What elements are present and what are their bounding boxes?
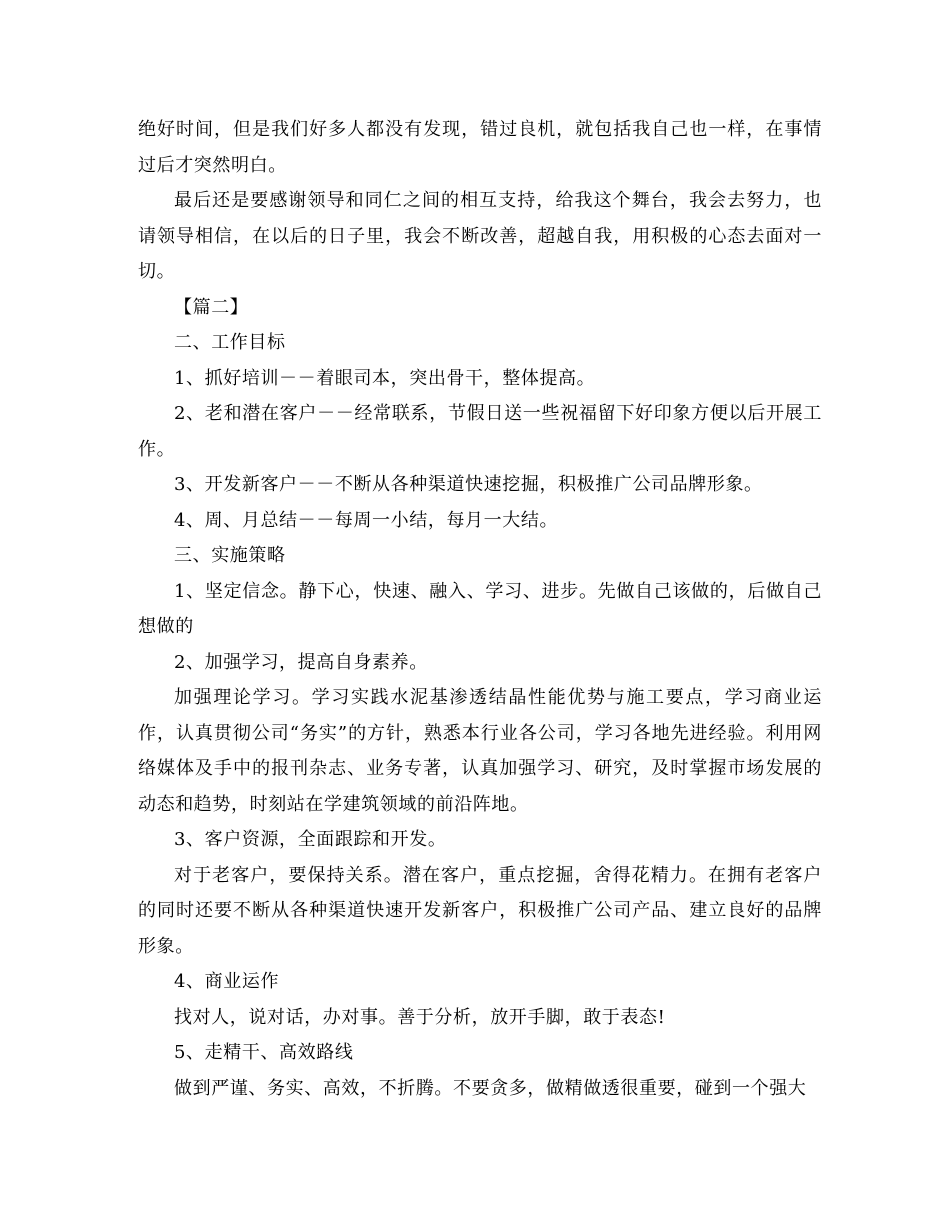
paragraph-9: 三、实施策略: [174, 545, 286, 566]
paragraph-8: 4、周、月总结－－每周一小结，每月一大结。: [174, 509, 559, 531]
paragraph-10: 1、坚定信念。静下心，快速、融入、学习、进步。先做自己该做的，后做自己想做的: [138, 580, 822, 637]
paragraph-3: 【篇二】: [174, 296, 249, 318]
paragraph-2: 最后还是要感谢领导和同仁之间的相互支持，给我这个舞台，我会去努力，也请领导相信，在以后的日子里，我会不断改善，超越自我，用积极的心态去面对一切。: [138, 190, 822, 282]
paragraph-16: 找对人，说对话，办对事。善于分析，放开手脚，敢于表态!: [174, 1006, 666, 1028]
paragraph-18: 做到严谨、务实、高效，不折腾。不要贪多，做精做透很重要，碰到一个强大: [174, 1077, 807, 1099]
paragraph-14: 对于老客户，要保持关系。潜在客户，重点挖掘，舍得花精力。在拥有老客户的同时还要不断从各种渠道快速开发新客户，积极推广公司产品、建立良好的品牌形象。: [138, 864, 822, 957]
paragraph-4: 二、工作目标: [174, 332, 286, 353]
paragraph-11: 2、加强学习，提高自身素养。: [174, 651, 428, 673]
paragraph-7: 3、开发新客户－－不断从各种渠道快速挖掘，积极推广公司品牌形象。: [174, 474, 763, 495]
document-body: [138, 112, 822, 1106]
paragraph-5: 1、抓好培训－－着眼司本，突出骨干，整体提高。: [174, 367, 596, 389]
paragraph-15: 4、商业运作: [174, 971, 280, 992]
paragraph-1: 绝好时间，但是我们好多人都没有发现，错过良机，就包括我自己也一样，在事情过后才突然明白。: [138, 119, 822, 176]
paragraph-6: 2、老和潜在客户－－经常联系，节假日送一些祝福留下好印象方便以后开展工作。: [138, 403, 822, 460]
paragraph-12: 加强理论学习。学习实践水泥基渗透结晶性能优势与施工要点，学习商业运作，认真贯彻公司“务实”的方针，熟悉本行业各公司，学习各地先进经验。利用网络媒体及手中的报刊杂志、业务专著，认真加强学习、研究，及时掌握市场发展的动态和趋势，时刻站在学建筑领域的前沿阵地。: [138, 687, 822, 815]
paragraph-17: 5、走精干、高效路线: [174, 1042, 354, 1063]
paragraph-13: 3、客户资源，全面跟踪和开发。: [174, 829, 447, 850]
